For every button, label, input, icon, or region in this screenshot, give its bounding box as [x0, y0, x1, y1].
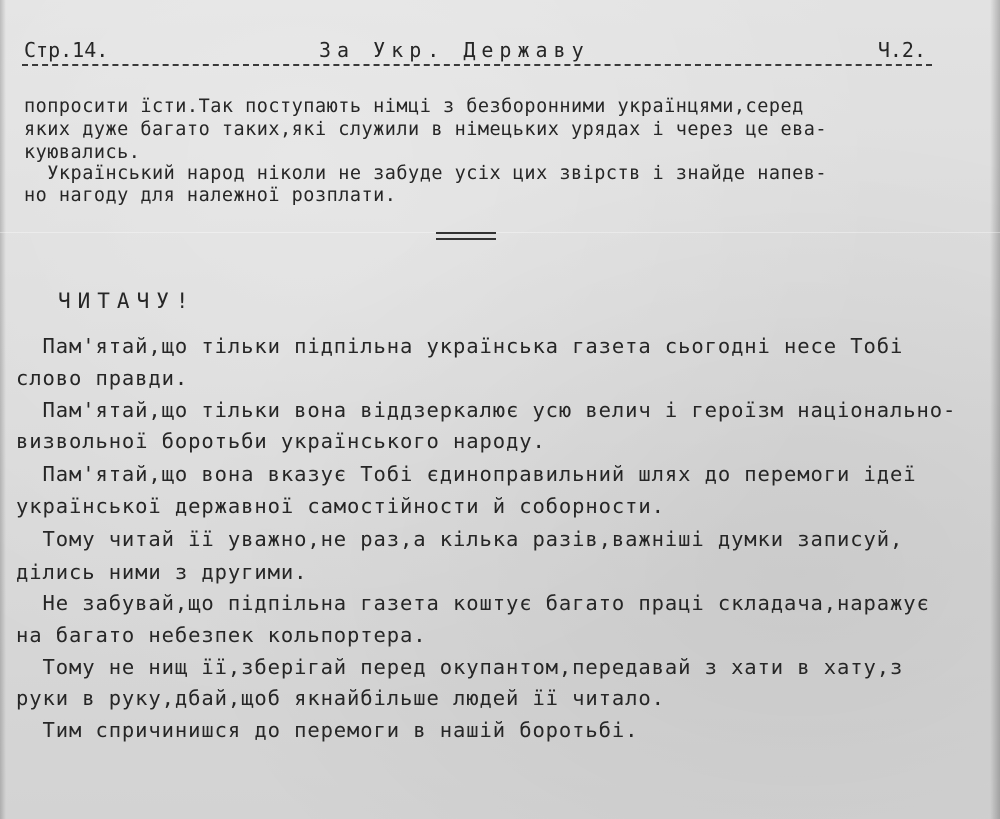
reader-text-line: української державної самостійности й соборности.	[16, 494, 665, 518]
top-text-line: но нагоду для належної розплати.	[24, 185, 397, 206]
reader-text-line: на багато небезпек кольпортера.	[16, 623, 427, 647]
page-header	[22, 38, 932, 66]
top-text-line: яких дуже багато таких,які служили в німецьких урядах і через це ева-	[24, 119, 828, 140]
header-title: За Укр. Державу	[319, 38, 590, 62]
reader-text-line: визвольної боротьби українського народу.	[16, 429, 546, 453]
reader-text-line: Пам'ятай,що тільки вона віддзеркалює усю велич і героїзм національно-	[16, 398, 957, 422]
reader-text-line: слово правди.	[16, 366, 189, 390]
top-text-line: куювались.	[24, 142, 141, 163]
top-text-line: попросити їсти.Так поступають німці з безборонними українцями,серед	[24, 96, 804, 117]
page-edge-shadow-left	[0, 0, 6, 819]
reader-text-line: ділись ними з другими.	[16, 560, 308, 584]
reader-text-line: руки в руку,дбай,щоб якнайбільше людей її читало.	[16, 686, 665, 710]
reader-text-line: Тим спричинишся до перемоги в нашій боротьбі.	[16, 718, 639, 742]
page-edge-shadow-right	[990, 0, 1000, 819]
reader-heading: ЧИТАЧУ!	[58, 289, 196, 313]
reader-text-line: Пам'ятай,що тільки підпільна українська газета сьогодні несе Тобі	[16, 334, 904, 358]
header-page-number: Стр.14.	[24, 38, 109, 62]
section-separator	[436, 232, 496, 244]
reader-text-line: Пам'ятай,що вона вказує Тобі єдиноправильний шлях до перемоги ідеї	[16, 462, 917, 486]
paper-crease	[0, 232, 1000, 233]
reader-text-line: Не забувай,що підпільна газета коштує багато праці складача,наражує	[16, 591, 930, 615]
reader-text-line: Тому читай її уважно,не раз,а кілька разів,важніші думки записуй,	[16, 527, 904, 551]
reader-text-line: Тому не нищ її,зберігай перед окупантом,передавай з хати в хату,з	[16, 655, 904, 679]
header-part-number: Ч.2.	[877, 38, 926, 62]
top-text-line: Український народ ніколи не забуде усіх цих звірств і знайде напев-	[24, 163, 828, 184]
